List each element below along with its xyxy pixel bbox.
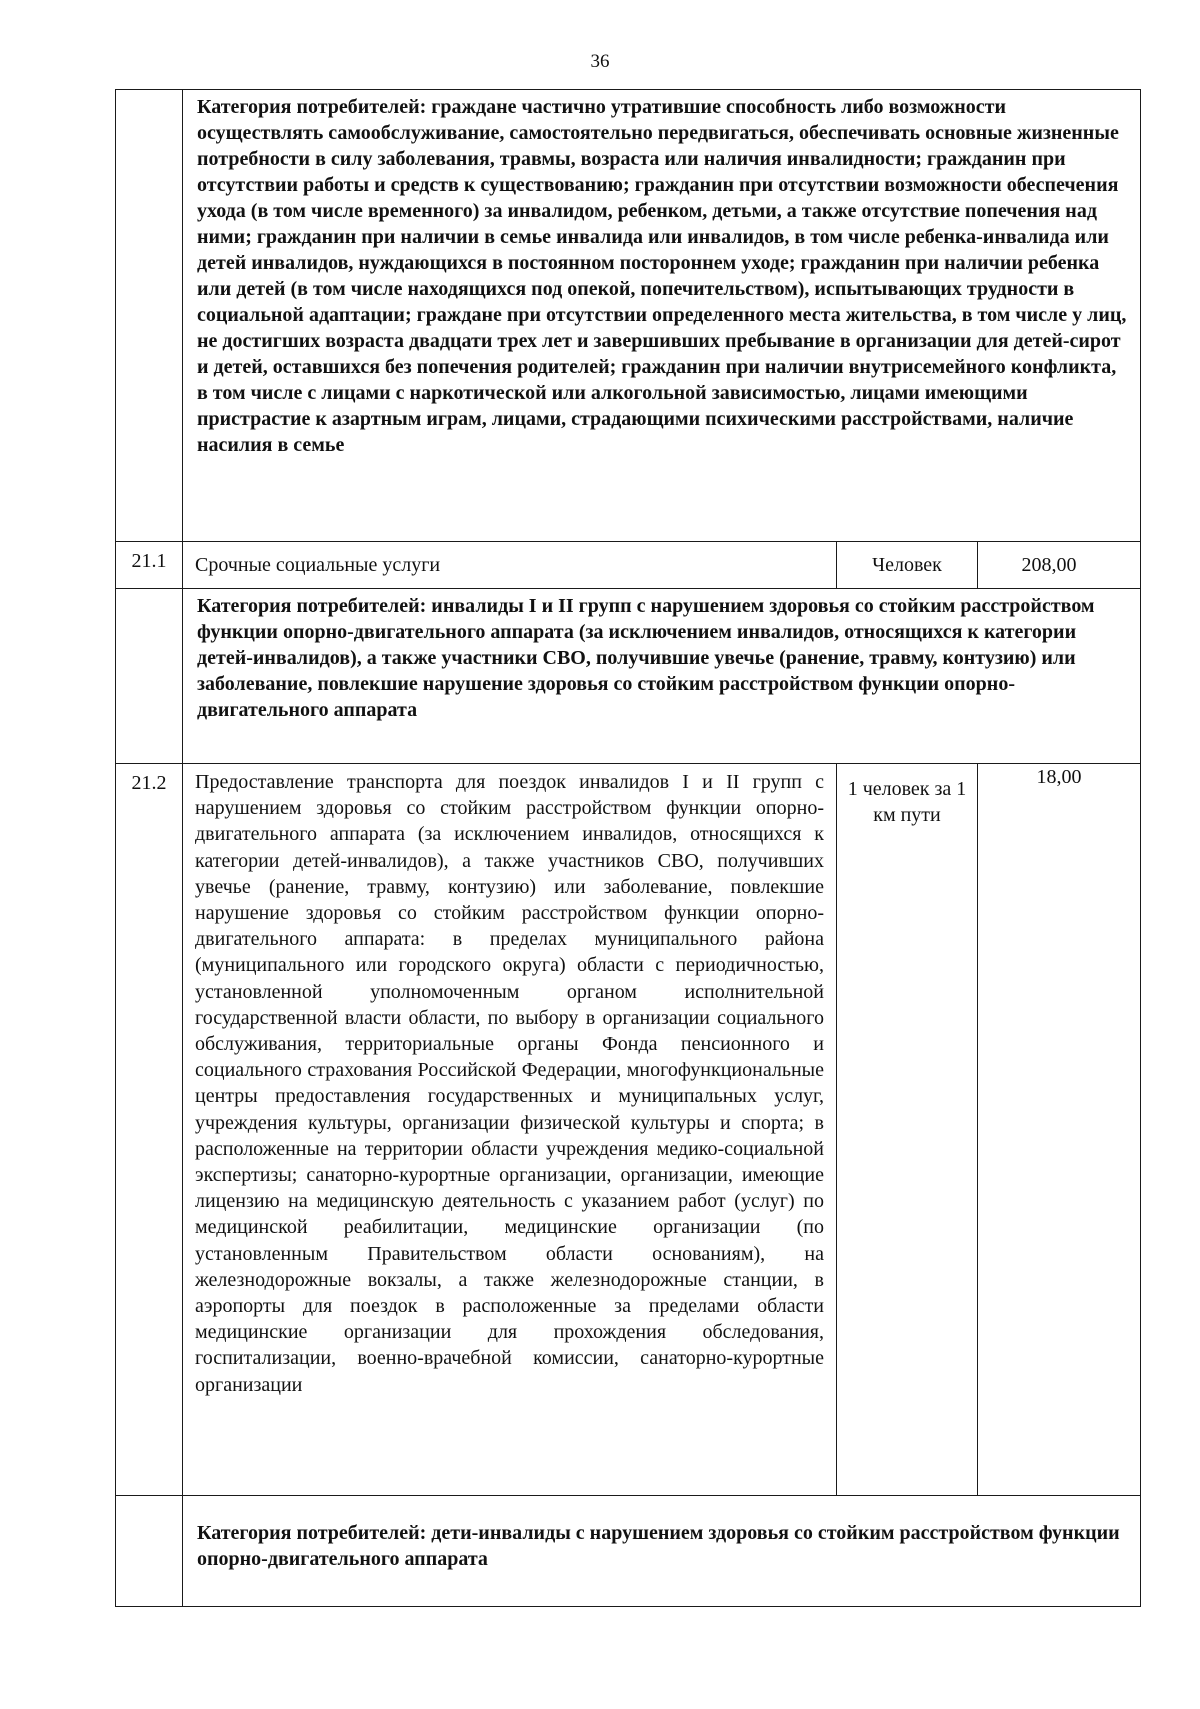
row-21-1-name-cell (183, 542, 837, 589)
table-row-21-1 (116, 542, 1141, 589)
category-row-1 (116, 90, 1141, 542)
category-row-2-num-cell (116, 589, 183, 764)
row-21-2-name: Предоставление транспорта для поездок инвалидов I и II групп с нарушением здоровья со стойким расстройством функции опорно-двигательного аппарата (за исключением инвалидов, относящихся к категории детей-инвалидов), а также участников СВО, получивших увечье (ранение, травму, контузию) или заболевание, повлекшие нарушение здоровья со стойким расстройством функции опорно-двигательного аппарата: в пределах муниципального района (муниципального или городского округа) области с периодичностью, установленной уполномоченным органом исполнительной государственной власти области, по выбору в организации социального обслуживания, территориальные органы Фонда пенсионного и социального страхования Российской Федерации, многофункциональные центры предоставления государственных и муниципальных услуг, учреждения культуры, организации физической культуры и спорта; в расположенные на территории области учреждения медико-социальной экспертизы; санаторно-курортные организации, организации, имеющие лицензию на медицинскую деятельность с указанием работ (услуг) по медицинской реабилитации, медицинские организации (по установленным Правительством области основаниям), на железнодорожные вокзалы, а также железнодорожные станции, в аэропорты для поездок в расположенные за пределами области медицинские организации для прохождения обследования, госпитализации, военно-врачебной комиссии, санаторно-курортные организации (195, 771, 824, 1396)
row-21-2-price: 18,00 (1036, 766, 1082, 788)
category-1-text: Категория потребителей: граждане частично утратившие способность либо возможности осуществлять самообслуживание, самостоятельно передвигаться, обеспечивать основные жизненные потребности в силу заболевания, травмы, возраста или наличия инвалидности; гражданин при отсутствии работы и средств к существованию; гражданин при отсутствии возможности обеспечения ухода (в том числе временного) за инвалидом, ребенком, детьми, а также отсутствие попечения над ними; гражданин при наличии в семье инвалида или инвалидов, в том числе ребенка-инвалида или детей инвалидов, нуждающихся в постоянном постороннем уходе; гражданин при наличии ребенка или детей (в том числе находящихся под опекой, попечительством), испытывающих трудности в социальной адаптации; граждане при отсутствии определенного места жительства, в том числе у лиц, не достигших возраста двадцати трех лет и завершивших пребывание в организации для детей-сирот и детей, оставшихся без попечения родителей; гражданин при наличии внутрисемейного конфликта, в том числе с лицами с наркотической или алкогольной зависимостью, лицами имеющими пристрастие к азартным играм, лицами, страдающими психическими расстройствами, наличие насилия в семье (197, 96, 1127, 456)
tariff-table (115, 89, 1141, 1607)
category-row-1-cell (183, 90, 1141, 542)
category-row-1-num-cell (116, 90, 183, 542)
row-21-1-unit-cell (837, 542, 978, 589)
row-21-2-unit-cell (837, 764, 978, 1496)
category-2-text: Категория потребителей: инвалиды I и II групп с нарушением здоровья со стойким расстройством функции опорно-двигательного аппарата (за исключением инвалидов, относящихся к категории детей-инвалидов), а также участники СВО, получившие увечье (ранение, травму, контузию) или заболевание, повлекшие нарушение здоровья со стойким расстройством функции опорно-двигательного аппарата (197, 595, 1095, 721)
row-21-2-unit: 1 человек за 1 км пути (847, 778, 967, 826)
category-row-2 (116, 589, 1141, 764)
category-row-3-cell (183, 1496, 1141, 1607)
category-row-3 (116, 1496, 1141, 1607)
table-row-21-2 (116, 764, 1141, 1496)
category-row-3-num-cell (116, 1496, 183, 1607)
category-3-text: Категория потребителей: дети-инвалиды с нарушением здоровья со стойким расстройством функции опорно-двигательного аппарата (197, 1522, 1120, 1570)
row-21-1-name: Срочные социальные услуги (195, 554, 441, 576)
row-21-1-unit: Человек (872, 554, 942, 576)
row-21-1-number: 21.1 (131, 550, 167, 572)
row-21-2-name-cell (183, 764, 837, 1496)
row-21-1-price-cell (978, 542, 1141, 589)
row-21-2-number: 21.2 (131, 772, 167, 794)
row-21-2-num-cell (116, 764, 183, 1496)
row-21-1-num-cell (116, 542, 183, 589)
category-row-2-cell (183, 589, 1141, 764)
row-21-1-price: 208,00 (1021, 554, 1077, 576)
page-number: 36 (590, 51, 610, 72)
row-21-2-price-cell (978, 764, 1141, 1496)
